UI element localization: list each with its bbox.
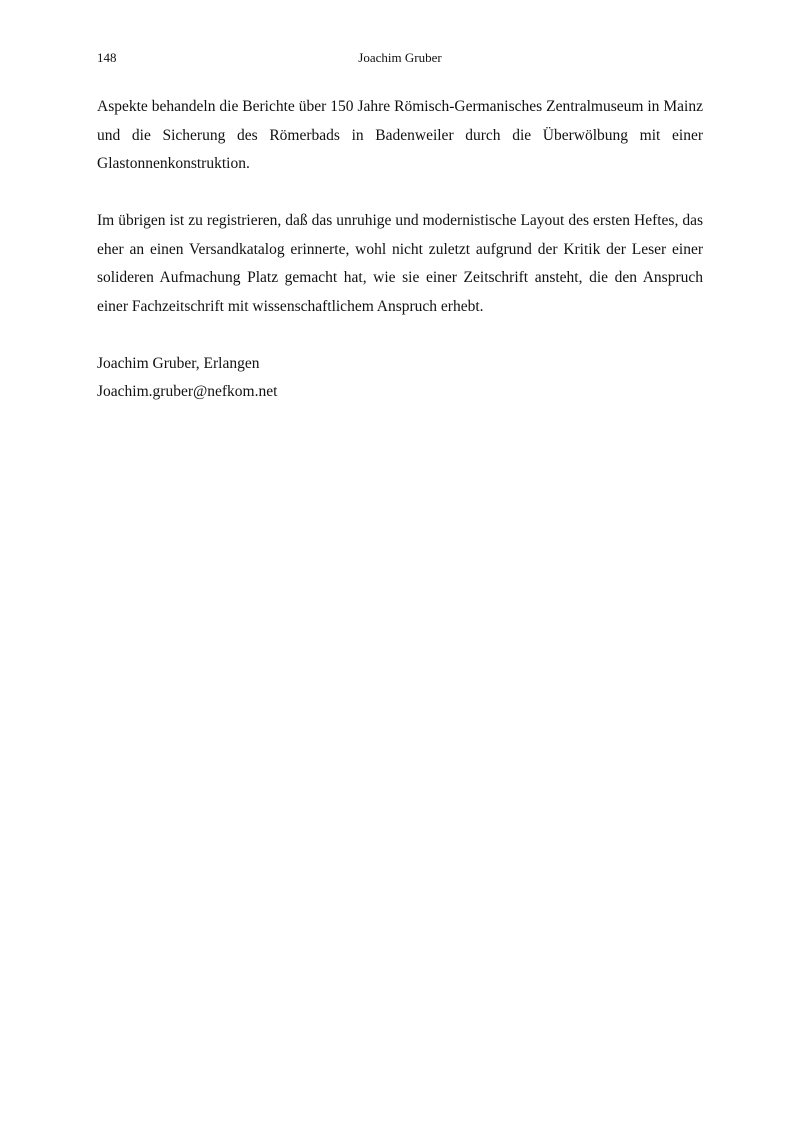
paragraph: Im übrigen ist zu registrieren, daß das unruhige und modernistische Layout des ersten Heftes, das eher an einen Versandkatalog erinnerte, wohl nicht zuletzt aufgrund der Kritik der Leser einer solideren Aufmachung Platz gemacht hat, wie sie einer Zeitschrift ansteht, die den Anspruch einer Fachzeitschrift mit wissenschaftlichem Anspruch erhebt. (97, 212, 703, 315)
running-header (97, 49, 703, 67)
header-author: Joachim Gruber (358, 50, 442, 65)
signature-block (97, 350, 703, 407)
body-text (97, 93, 703, 407)
signature-name: Joachim Gruber, Erlangen (97, 354, 260, 372)
page-number: 148 (97, 50, 117, 65)
signature-email: Joachim.gruber@nefkom.net (97, 383, 278, 400)
paragraph: Aspekte behandeln die Berichte über 150 Jahre Römisch-Germanisches Zentralmuseum in Mainz und die Sicherung des Römerbads in Badenweiler durch die Überwölbung mit einer Glastonnenkonstruktion. (97, 98, 703, 172)
